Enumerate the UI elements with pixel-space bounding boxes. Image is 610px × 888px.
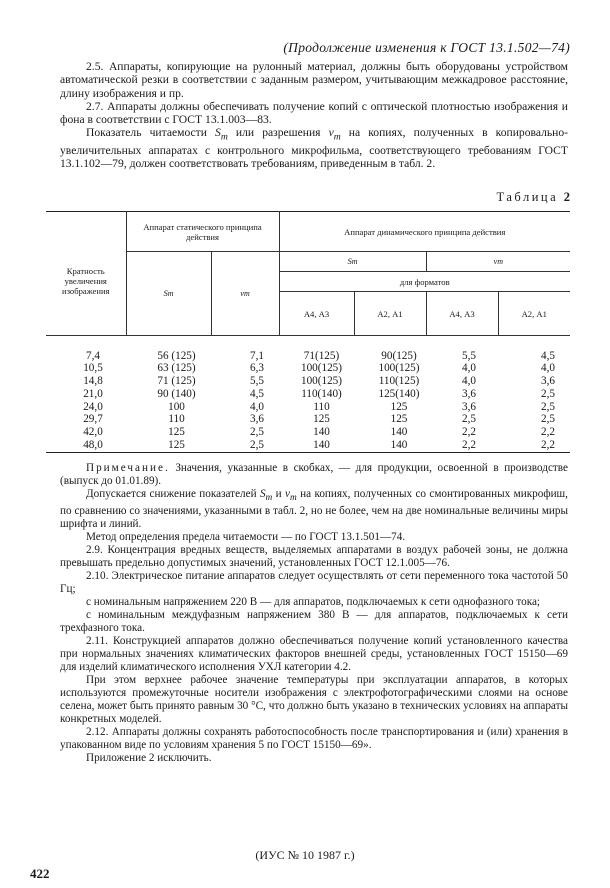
table-cell: 3,6 — [541, 375, 555, 388]
paragraph-2-12: 2.12. Аппараты должны сохранять работоспособность после транспортирования и (или) хранения в упакованном виде по условиям хранения 5 по ГОСТ 15150—69». — [60, 726, 568, 752]
col-header-vm-dynamic: vm — [426, 252, 570, 272]
table-cell: 71(125) — [303, 349, 340, 362]
table-cell: 4,0 — [462, 375, 476, 388]
table-cell: 100(125) — [300, 362, 342, 375]
table-cell: 3,6 — [462, 387, 476, 400]
table-cell: 4,0 — [250, 400, 264, 413]
paragraph-220v: с номинальным напряжением 220 В — для аппаратов, подключаемых к сети однофазного тока; — [86, 596, 541, 609]
ius-reference: (ИУС № 10 1987 г.) — [255, 848, 355, 862]
table-cell: 140 — [279, 439, 354, 452]
col-header-magnification: Кратность увеличения изображения — [46, 212, 126, 336]
table-body — [46, 336, 570, 453]
table-cell: 125 — [390, 413, 408, 426]
table-cell: 6,3 — [250, 362, 264, 375]
table-row — [46, 426, 570, 439]
paragraph-readability: Показатель читаемости $S_m$ или разрешения $v_m$ на копиях, полученных в копировально-увеличительных аппаратах с контрольного микрофильма, соответствующего требованиям ГОСТ 13.1.102—79, должен соответствовать требованиям, приведенным в табл. 2. — [60, 126, 569, 171]
page-header: (Продолжение изменения к ГОСТ 13.1.502—74) — [283, 40, 570, 55]
paragraph-2-7: 2.7. Аппараты должны обеспечивать получение копий с оптической плотностью изображения и фона в соответствии с ГОСТ 13.1.003—83. — [60, 99, 568, 127]
table-cell: 110 — [168, 413, 185, 426]
page-number: 422 — [30, 866, 50, 881]
table-row — [46, 375, 570, 388]
table-cell: 63 (125) — [157, 362, 196, 375]
section-2-5-to-2-7 — [60, 60, 568, 171]
method-paragraph: Метод определения предела читаемости — по ГОСТ 13.1.501—74. — [86, 531, 406, 544]
table-cell: 4,0 — [541, 362, 555, 375]
table-row — [46, 362, 570, 375]
paragraph-2-5: 2.5. Аппараты, копирующие на рулонный материал, должны быть оборудованы устройством автоматической резки в соответствии с заданным размером, учитывающим межкадровое расстояние, длину изображения и пр. — [60, 60, 568, 100]
table-row — [46, 439, 570, 452]
table-row — [46, 388, 570, 401]
table-cell: 2,5 — [211, 439, 279, 452]
table-cell: 2,5 — [541, 400, 555, 413]
table-cell: 140 — [313, 426, 330, 439]
table-cell: 48,0 — [46, 439, 126, 452]
table-row — [46, 413, 570, 426]
paragraph-max-temp: При этом верхнее рабочее значение температуры при эксплуатации аппаратов, в которых используются промежуточные носители изображения с электрофотографическими слоями на основе селена, может быть принято равным 30 °С, что должно быть указано в технических условиях на аппараты конкретных моделей. — [60, 674, 568, 726]
table-cell: 2,2 — [541, 426, 555, 439]
col-header-sm-static: Sm — [126, 252, 211, 336]
table-cell: 7,4 — [86, 349, 100, 362]
table-row — [46, 401, 570, 414]
paragraph-2-9: 2.9. Концентрация вредных веществ, выделяемых аппаратами в воздух рабочей зоны, не должна превышать предельно допустимых значений, установленных ГОСТ 12.1.005—76. — [60, 544, 568, 570]
table-cell: 2,5 — [250, 426, 264, 439]
table-cell: 100(125) — [378, 362, 420, 375]
table-cell: 2,5 — [541, 413, 555, 426]
notes-section — [60, 462, 568, 765]
paragraph-2-10: 2.10. Электрическое питание аппаратов следует осуществлять от сети переменного тока частотой 50 Гц; — [60, 570, 568, 596]
table-cell: 2,5 — [462, 413, 476, 426]
table-cell: 4,0 — [462, 362, 476, 375]
paragraph-2-11: 2.11. Конструкцией аппаратов должно обеспечиваться получение копий установленного качества при нормальных значениях климатических факторов внешней среды, установленных ГОСТ 15150—69 для изделий климатического исполнения УХЛ категории 4.2. — [60, 635, 568, 674]
col-header-a4a3-2: А4, А3 — [426, 292, 498, 336]
table-cell: 2,2 — [498, 439, 570, 452]
table-cell: 100 — [168, 400, 185, 413]
col-header-formats: для форматов — [279, 272, 570, 292]
table-cell: 5,5 — [250, 375, 264, 388]
table-cell: 100(125) — [300, 375, 342, 388]
paragraph-380v: с номинальным междуфазным напряжением 380 В — для аппаратов, подключаемых к сети трехфазного тока. — [60, 609, 568, 635]
table-cell: 71 (125) — [157, 375, 196, 388]
table-cell: 110(125) — [378, 375, 420, 388]
col-header-sm-dynamic: Sm — [279, 252, 426, 272]
table-cell: 140 — [354, 439, 426, 452]
col-header-vm-static: vm — [211, 252, 279, 336]
table-cell: 14,8 — [83, 375, 103, 388]
table-cell: 2,2 — [462, 426, 476, 439]
table-cell: 42,0 — [83, 426, 103, 439]
table-cell: 2,5 — [541, 387, 555, 400]
table-cell: 3,6 — [250, 413, 264, 426]
table-cell: 90(125) — [381, 349, 417, 362]
table-cell: 125 — [313, 413, 330, 426]
paragraph-appendix: Приложение 2 исключить. — [86, 752, 212, 765]
table-row — [46, 350, 570, 363]
col-header-static: Аппарат статического принципа действия — [126, 212, 279, 252]
reduction-paragraph: Допускается снижение показателей $S_m$ и $v_m$ на копиях, полученных со смонтированных микрофиш, по сравнению со значениями, указанными в табл. 2, но не более, чем на две номинальные величины миры шрифта и линий. — [60, 488, 568, 531]
col-header-dynamic: Аппарат динамического принципа действия — [279, 212, 570, 252]
table-cell: 56 (125) — [157, 349, 196, 362]
col-header-a4a3-1: А4, А3 — [279, 292, 354, 336]
table-caption: Таблица 2 — [496, 190, 570, 204]
table-cell: 90 (140) — [157, 387, 196, 400]
table-cell: 4,5 — [250, 387, 264, 400]
table-cell: 110 — [313, 400, 330, 413]
table-cell: 21,0 — [83, 387, 103, 400]
table-cell: 24,0 — [83, 400, 103, 413]
table-cell: 110(140) — [301, 387, 342, 400]
table-cell: 125 — [168, 426, 185, 439]
note-paragraph: Примечание. Значения, указанные в скобках, — для продукции, освоенной в производстве (выпуск до 01.01.89). — [60, 462, 568, 487]
table-cell: 125 — [390, 400, 408, 413]
col-header-a2a1-1: А2, А1 — [354, 292, 426, 336]
table-cell: 4,5 — [541, 349, 555, 362]
table-cell: 5,5 — [462, 349, 476, 362]
table-cell: 140 — [390, 426, 408, 439]
table-cell: 125 — [126, 439, 211, 452]
col-header-a2a1-2: А2, А1 — [498, 292, 570, 336]
table-cell: 125(140) — [378, 387, 420, 400]
table-cell: 29,7 — [83, 413, 103, 426]
table-2 — [46, 211, 570, 453]
table-cell: 10,5 — [83, 362, 103, 375]
table-cell: 3,6 — [462, 400, 476, 413]
table-cell: 7,1 — [250, 349, 264, 362]
table-cell: 2,2 — [426, 439, 498, 452]
